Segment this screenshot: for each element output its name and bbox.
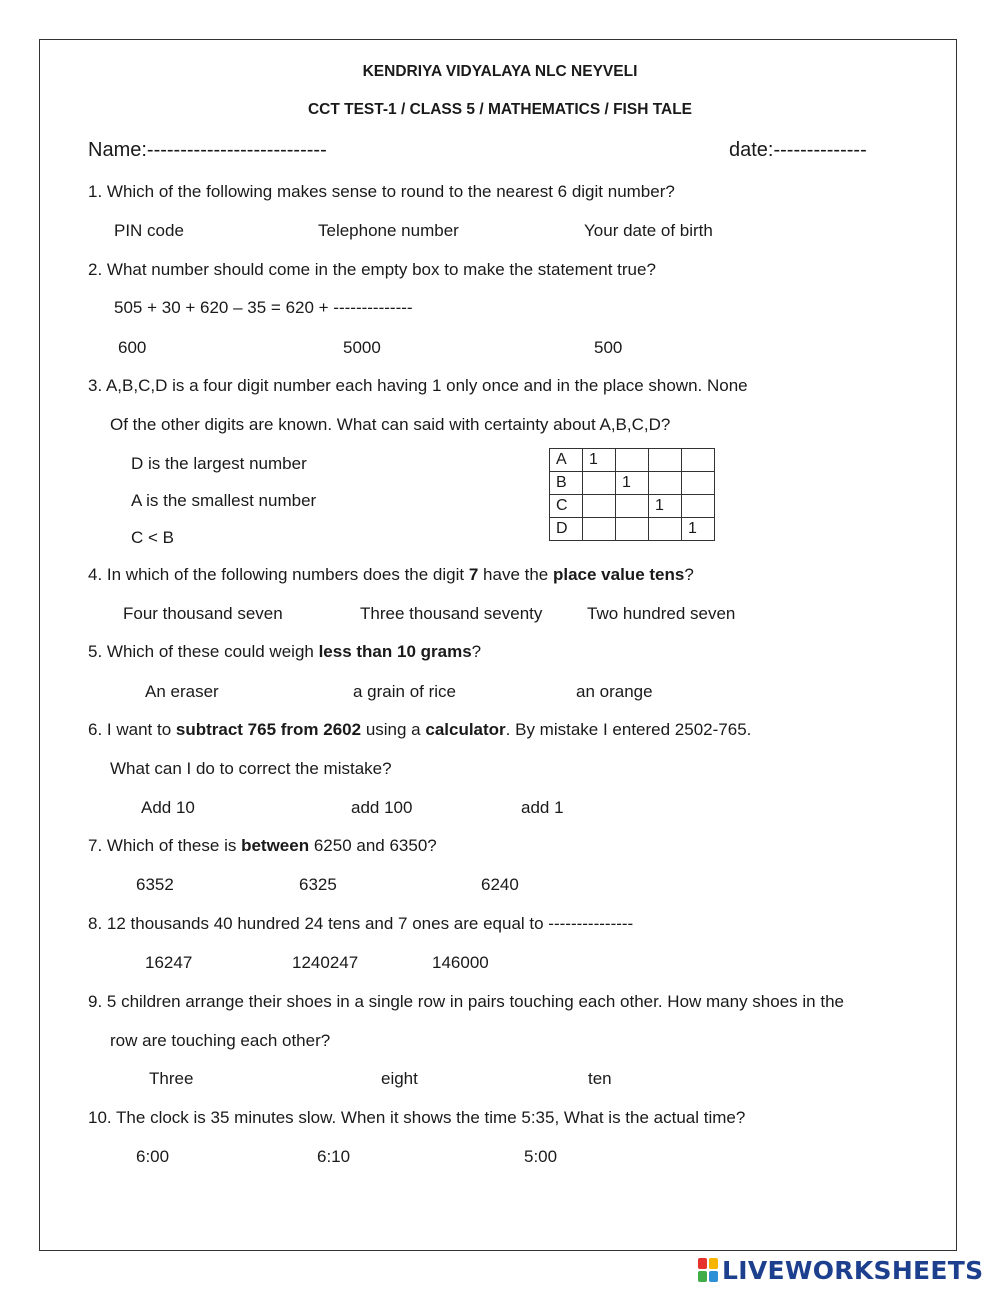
q6-option-2[interactable]: add 100: [351, 798, 413, 817]
liveworksheets-logo-text: LIVEWORKSHEETS: [722, 1255, 984, 1285]
q3-option-2[interactable]: A is the smallest number: [131, 491, 317, 510]
grid-row-b: [550, 472, 715, 495]
q7-option-2[interactable]: 6325: [299, 875, 337, 894]
q4-text-post: ?: [684, 565, 694, 584]
liveworksheets-logo-icon: [698, 1258, 718, 1282]
q10-option-1[interactable]: 6:00: [136, 1147, 170, 1166]
question-9-text: 9. 5 children arrange their shoes in a single row in pairs touching each other. How many shoes in the: [88, 992, 844, 1011]
q3-option-3[interactable]: C < B: [131, 528, 174, 547]
q8-option-2[interactable]: 1240247: [292, 953, 359, 972]
grid-row-a: [550, 449, 715, 472]
grid-cell: [583, 518, 616, 541]
q5-text-pre: 5. Which of these could weigh: [88, 642, 319, 661]
question-5-text: [88, 642, 481, 662]
grid-cell: 1: [583, 449, 616, 472]
grid-cell: [649, 518, 682, 541]
q5-text-post: ?: [471, 642, 482, 661]
logo-square: [709, 1271, 718, 1282]
question-2-text: 2. What number should come in the empty box to make the statement true?: [88, 260, 656, 279]
grid-cell: 1: [682, 518, 715, 541]
question-9-text-cont: row are touching each other?: [110, 1031, 331, 1050]
q10-option-3[interactable]: 5:00: [524, 1147, 558, 1166]
grid-cell: [649, 449, 682, 472]
grid-cell: 1: [649, 495, 682, 518]
q1-option-1[interactable]: PIN code: [114, 221, 184, 240]
q9-option-3[interactable]: ten: [588, 1069, 612, 1088]
logo-square: [709, 1258, 718, 1269]
question-6-text: [88, 720, 751, 740]
question-8-text: 8. 12 thousands 40 hundred 24 tens and 7 ones are equal to ---------------: [88, 914, 634, 933]
question-2-equation: 505 + 30 + 620 – 35 = 620 + --------------: [114, 298, 413, 317]
q4-emphasis-place: place value tens: [552, 565, 685, 584]
q6-emphasis-subtract: subtract 765 from 2602: [175, 720, 362, 739]
test-title: CCT TEST-1 / CLASS 5 / MATHEMATICS / FISH TALE: [307, 101, 693, 118]
q2-option-2[interactable]: 5000: [343, 338, 381, 357]
q6-text-post: . By mistake I entered 2502-765.: [505, 720, 752, 739]
grid-row-d: [550, 518, 715, 541]
grid-cell: [616, 518, 649, 541]
q10-option-2[interactable]: 6:10: [317, 1147, 351, 1166]
grid-cell: [649, 472, 682, 495]
school-title: KENDRIYA VIDYALAYA NLC NEYVELI: [362, 63, 638, 80]
q6-text-mid: using a: [361, 720, 426, 739]
question-6-text-cont: What can I do to correct the mistake?: [110, 759, 392, 778]
grid-row-c: [550, 495, 715, 518]
q5-option-2[interactable]: a grain of rice: [353, 682, 456, 701]
q7-emphasis: between: [241, 836, 310, 855]
grid-cell: C: [550, 495, 583, 518]
question-1-text: 1. Which of the following makes sense to round to the nearest 6 digit number?: [88, 182, 675, 201]
grid-cell: [682, 449, 715, 472]
grid-cell: [616, 495, 649, 518]
q6-option-3[interactable]: add 1: [521, 798, 564, 817]
q7-text-post: 6250 and 6350?: [309, 836, 437, 855]
q5-option-1[interactable]: An eraser: [145, 682, 219, 701]
liveworksheets-logo: [698, 1255, 983, 1285]
grid-cell: A: [550, 449, 583, 472]
q4-option-1[interactable]: Four thousand seven: [123, 604, 283, 623]
logo-square: [698, 1258, 707, 1269]
q5-option-3[interactable]: an orange: [576, 682, 653, 701]
grid-cell: D: [550, 518, 583, 541]
question-10-text: 10. The clock is 35 minutes slow. When it shows the time 5:35, What is the actual time?: [88, 1108, 746, 1127]
place-grid-table: [549, 448, 715, 541]
grid-cell: [682, 495, 715, 518]
q6-option-1[interactable]: Add 10: [141, 798, 195, 817]
q2-option-1[interactable]: 600: [118, 338, 147, 357]
q4-emphasis-digit: 7: [468, 565, 479, 584]
grid-cell: B: [550, 472, 583, 495]
q6-emphasis-calculator: calculator: [425, 720, 506, 739]
q7-option-1[interactable]: 6352: [136, 875, 174, 894]
grid-cell: [583, 495, 616, 518]
q8-option-1[interactable]: 16247: [145, 953, 193, 972]
q4-option-2[interactable]: Three thousand seventy: [360, 604, 543, 623]
q8-option-3[interactable]: 146000: [432, 953, 489, 972]
name-field-label: Name:---------------------------: [88, 139, 327, 161]
question-3-text-cont: Of the other digits are known. What can said with certainty about A,B,C,D?: [110, 415, 671, 434]
q4-text-pre: 4. In which of the following numbers does the digit: [88, 565, 469, 584]
q7-text-pre: 7. Which of these is: [88, 836, 242, 855]
q6-text-pre: 6. I want to: [88, 720, 176, 739]
q1-option-2[interactable]: Telephone number: [318, 221, 459, 240]
grid-cell: [616, 449, 649, 472]
question-7-text: [88, 836, 437, 856]
date-field-label: date:--------------: [729, 139, 867, 161]
grid-cell: [583, 472, 616, 495]
q4-text-mid: have the: [478, 565, 553, 584]
question-3-text: 3. A,B,C,D is a four digit number each having 1 only once and in the place shown. None: [88, 376, 748, 395]
q7-option-3[interactable]: 6240: [481, 875, 519, 894]
grid-cell: 1: [616, 472, 649, 495]
q9-option-2[interactable]: eight: [381, 1069, 418, 1088]
q4-option-3[interactable]: Two hundred seven: [587, 604, 736, 623]
grid-cell: [682, 472, 715, 495]
q2-option-3[interactable]: 500: [594, 338, 623, 357]
logo-square: [698, 1271, 707, 1282]
q5-emphasis: less than 10 grams: [318, 642, 472, 661]
question-4-text: [88, 565, 694, 585]
q1-option-3[interactable]: Your date of birth: [584, 221, 713, 240]
q9-option-1[interactable]: Three: [149, 1069, 194, 1088]
q3-option-1[interactable]: D is the largest number: [131, 454, 307, 473]
